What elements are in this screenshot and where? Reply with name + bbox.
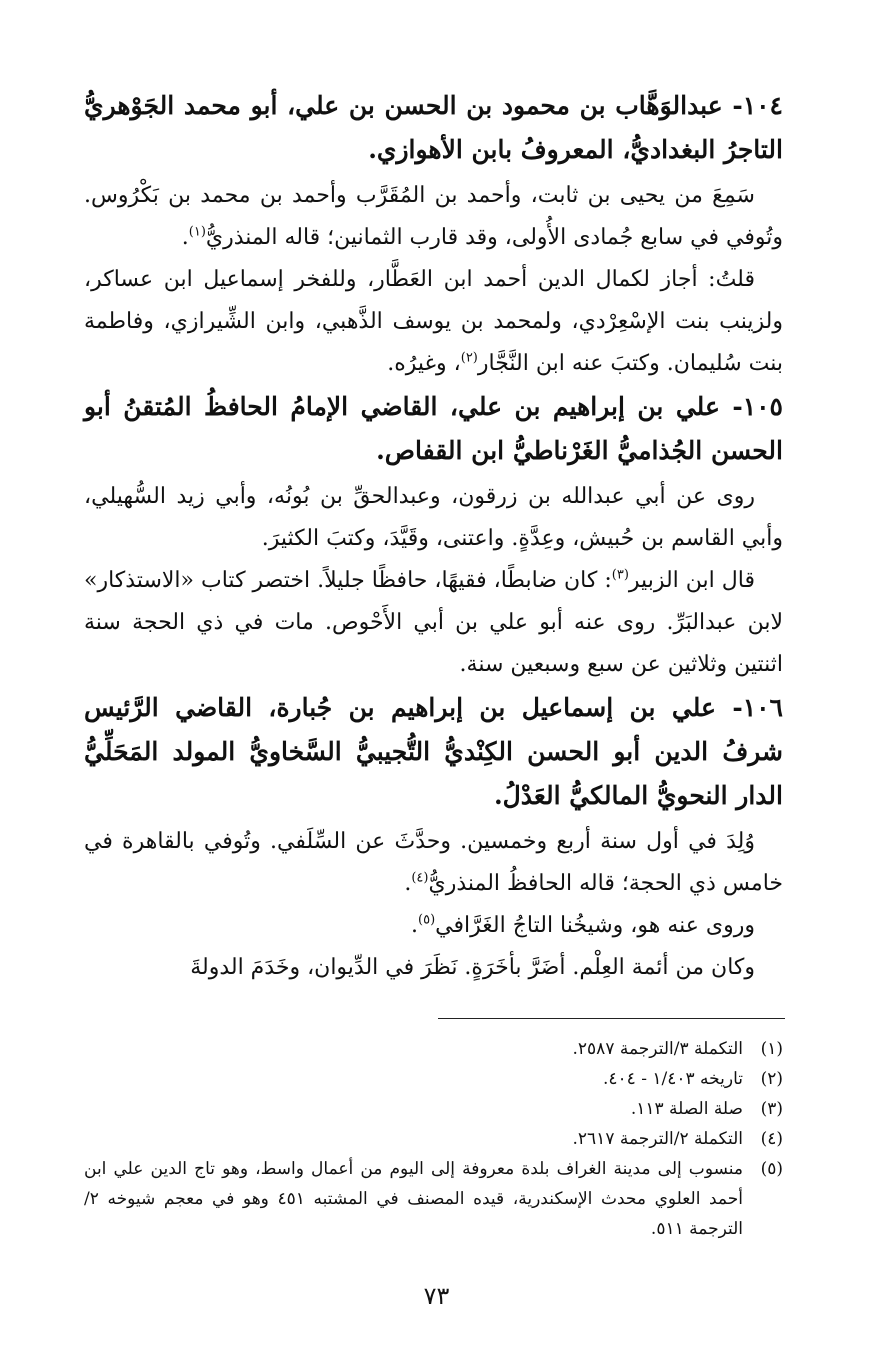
paragraph-tail: . bbox=[181, 225, 189, 250]
page-number: ٧٣ bbox=[423, 1282, 450, 1310]
entry-105-paragraph-1: روى عن أبي عبدالله بن زرقون، وعبدالحقِّ بن بُونُه، وأبي زيد السُّهيلي، وأبي القاسم بن حُبيش، وعِدَّةٍ. واعتنى، وقَيَّدَ، وكتبَ الكثيرَ. bbox=[84, 484, 783, 551]
footnote-2 bbox=[84, 1064, 783, 1094]
entry-105-paragraph-2 bbox=[84, 560, 783, 686]
footnote-4 bbox=[84, 1124, 783, 1154]
footnote-ref: (٣) bbox=[611, 567, 629, 583]
footnote-ref: (١) bbox=[188, 224, 206, 240]
footnote-number: (٤) bbox=[760, 1129, 783, 1149]
footnote-3 bbox=[84, 1094, 783, 1124]
paragraph-text: وُلِدَ في أول سنة أربع وخمسين. وحدَّثَ عن السِّلَفي. وتُوفي بالقاهرة في خامس ذي الحجة؛ قاله الحافظُ المنذريُّ bbox=[84, 829, 783, 896]
footnote-ref: (٥) bbox=[418, 912, 436, 928]
paragraph-tail: ، وغيرُه. bbox=[387, 351, 461, 376]
entry-106-paragraph-1 bbox=[84, 821, 783, 905]
footnote-text: التكملة ٣/الترجمة ٢٥٨٧. bbox=[572, 1039, 743, 1059]
paragraph-tail: . bbox=[411, 913, 419, 938]
entry-heading-106: ١٠٦- علي بن إسماعيل بن إبراهيم بن جُبارة، القاضي الرَّئيس شرفُ الدين أبو الحسن الكِنْديُّ التُّجيبيُّ السَّخاويُّ المولد المَحَلِّيُّ الدار النحويُّ المالكيُّ العَدْلُ. bbox=[84, 693, 783, 810]
paragraph-lead: قال ابن الزبير bbox=[628, 568, 755, 593]
entry-heading-104: ١٠٤- عبدالوَهَّاب بن محمود بن الحسن بن علي، أبو محمد الجَوْهريُّ التاجرُ البغداديُّ، المعروفُ بابن الأهوازي. bbox=[84, 91, 783, 164]
paragraph-text: قلتُ: أجاز لكمال الدين أحمد ابن العَطَّار، وللفخر إسماعيل ابن عساكر، ولزينب بنت الإسْعِرْدي، ولمحمد بن يوسف الذَّهبي، وابن الشِّيرازي، وفاطمة بنت سُليمان. وكتبَ عنه ابن النَّجَّار bbox=[84, 267, 783, 376]
footnote-separator bbox=[438, 1018, 785, 1019]
footnote-5 bbox=[84, 1154, 783, 1244]
entry-104-paragraph-2 bbox=[84, 259, 783, 385]
entry-106-paragraph-3: وكان من أئمة العِلْم. أضَرَّ بأخَرَةٍ. نَظَرَ في الدِّيوان، وخَدَمَ الدولةَ bbox=[190, 955, 755, 980]
footnote-1 bbox=[84, 1034, 783, 1064]
footnote-text: تاريخه ١/٤٠٣ - ٤٠٤. bbox=[603, 1069, 743, 1089]
footnote-text: صلة الصلة ١١٣. bbox=[630, 1099, 743, 1119]
paragraph-text: سَمِعَ من يحيى بن ثابت، وأحمد بن المُقَرَّب وأحمد بن محمد بن بَكْرُوس. وتُوفي في سابع جُمادى الأُولى، وقد قارب الثمانين؛ قاله المنذريُّ bbox=[84, 183, 783, 250]
footnote-number: (٣) bbox=[760, 1099, 783, 1119]
footnote-ref: (٢) bbox=[460, 350, 478, 366]
entry-106-paragraph-2 bbox=[84, 905, 783, 947]
entry-104-paragraph-1 bbox=[84, 175, 783, 259]
footnote-number: (١) bbox=[760, 1039, 783, 1059]
footnote-number: (٥) bbox=[760, 1159, 783, 1179]
paragraph-tail: . bbox=[404, 871, 412, 896]
paragraph-text: وروى عنه هو، وشيخُنا التاجُ الغَرَّافي bbox=[435, 913, 755, 938]
footnote-text: التكملة ٢/الترجمة ٢٦١٧. bbox=[572, 1129, 743, 1149]
entry-heading-105: ١٠٥- علي بن إبراهيم بن علي، القاضي الإمامُ الحافظُ المُتقنُ أبو الحسن الجُذاميُّ الغَرْناطيُّ ابن القفاص. bbox=[84, 392, 783, 465]
footnote-number: (٢) bbox=[760, 1069, 783, 1089]
paragraph-text: : كان ضابطًا، فقيهًا، حافظًا جليلاً. اختصر كتاب «الاستذكار» لابن عبدالبَرِّ. روى عنه أبو علي بن أبي الأَحْوص. مات في ذي الحجة سنة اثنتين وثلاثين عن سبع وسبعين سنة. bbox=[84, 568, 783, 677]
footnotes bbox=[84, 1034, 783, 1244]
footnote-text: منسوب إلى مدينة الغراف بلدة معروفة إلى اليوم من أعمال واسط، وهو تاج الدين علي ابن أحمد العلوي محدث الإسكندرية، قيده المصنف في المشتبه ٤٥١ وهو في معجم شيوخه ٢/الترجمة ٥١١. bbox=[84, 1159, 743, 1239]
footnote-ref: (٤) bbox=[411, 870, 429, 886]
